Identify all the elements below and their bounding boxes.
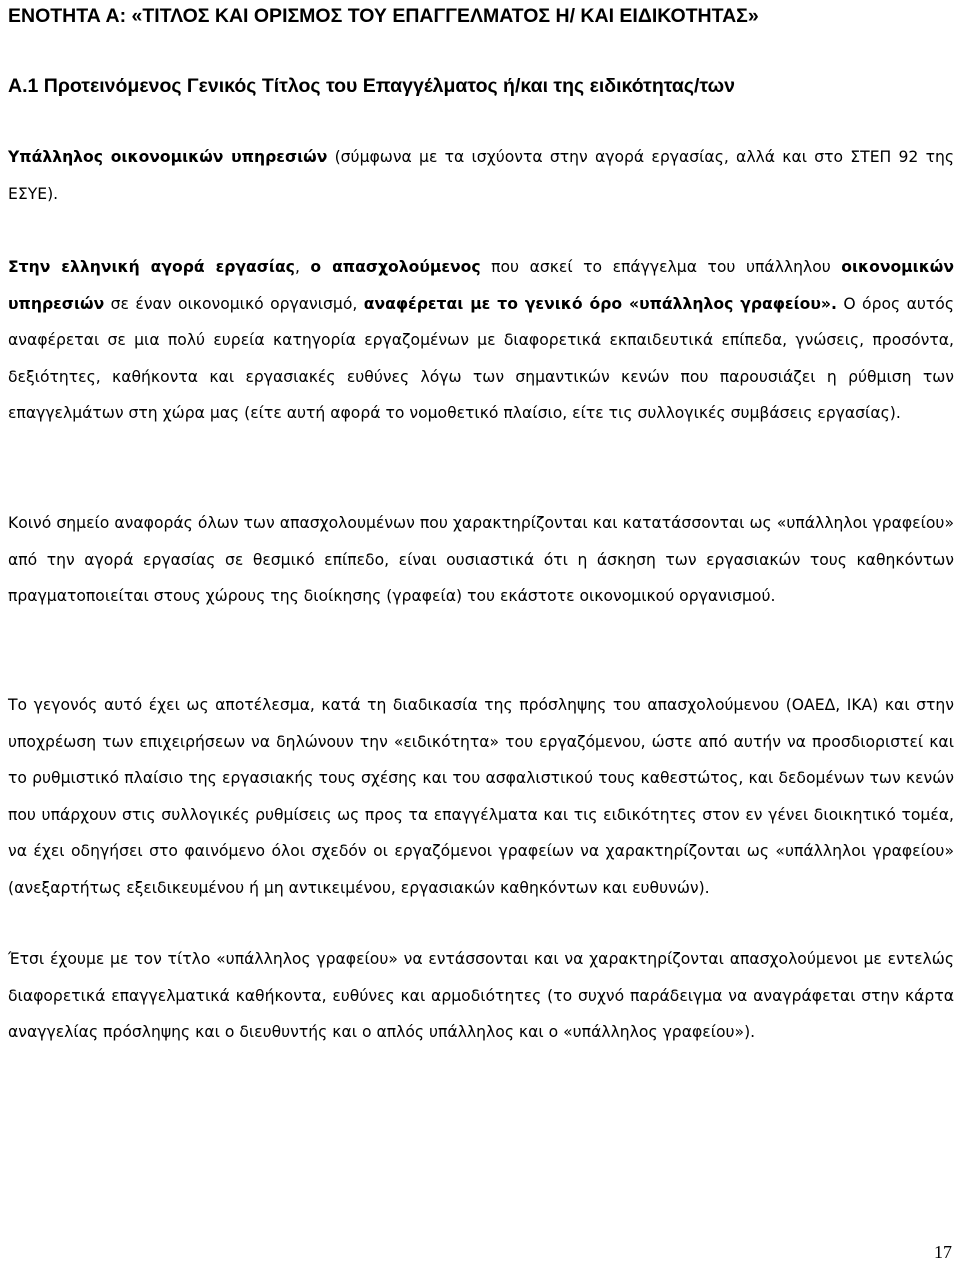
paragraph-recruitment-process: Το γεγονός αυτό έχει ως αποτέλεσμα, κατά τη διαδικασία της πρόσληψης του απασχολούμενου (ΟΑΕΔ, ΙΚΑ) και στην υποχρέωση των επιχειρήσεων να δηλώνουν την «ειδικότητα» του εργαζόμενου, ώστε από αυτήν να προσδιοριστεί και το ρυθμιστικό πλαίσιο της εργασιακής τους σχέσης και του ασφαλιστικού τους καθεστώτος, και δεδομένων των κενών που υπάρχουν στις συλλογικές ρυθμίσεις ως προς τα επαγγέλματα και τις ειδικότητες στον εν γένει διοικητικό τομέα, να έχει οδηγήσει στο φαινόμενο όλοι σχεδόν οι εργαζόμενοι γραφείων να χαρακτηρίζονται ως «υπάλληλοι γραφείου» (ανεξαρτήτως εξειδικευμένου ή μη αντικειμένου, εργασιακών καθηκόντων και ευθυνών). xyxy=(8,696,954,897)
bold-phrase: Στην ελληνική αγορά εργασίας xyxy=(8,258,295,276)
bold-phrase: αναφέρεται με το γενικό όρο «υπάλληλος γραφείου». xyxy=(363,294,837,313)
bold-phrase: οικονομικών υπηρεσιών xyxy=(8,258,954,313)
subsection-title: Α.1 Προτεινόμενος Γενικός Τίτλος του Επαγγέλματος ή/και της ειδικότητας/των xyxy=(8,75,735,97)
paragraph-text: σε έναν οικονομικό οργανισμό, xyxy=(104,294,364,313)
paragraph-job-title xyxy=(8,139,954,212)
job-title-bold: Υπάλληλος οικονομικών υπηρεσιών xyxy=(8,148,328,166)
paragraph-greek-labour-market xyxy=(8,249,954,432)
paragraph-text: Ο όρος αυτός αναφέρεται σε μια πολύ ευρεία κατηγορία εργαζομένων με διαφορετικά εκπαιδευτικά επίπεδα, γνώσεις, προσόντα, δεξιότητες, καθήκοντα και εργασιακές ευθύνες λόγω των σημαντικών κενών που παρουσιάζει η ρύθμιση των επαγγελμάτων στη χώρα μας (είτε αυτή αφορά το νομοθετικό πλαίσιο, είτε τις συλλογικές συμβάσεις εργασίας). xyxy=(8,294,954,422)
paragraph-conclusion: Έτσι έχουμε με τον τίτλο «υπάλληλος γραφείου» να εντάσσονται και να χαρακτηρίζονται απασχολούμενοι με εντελώς διαφορετικά επαγγελματικά καθήκοντα, ευθύνες και αρμοδιότητες (το συχνό παράδειγμα να αναγράφεται στην κάρτα αναγγελίας πρόσληψης και ο διευθυντής και ο απλός υπάλληλος και ο «υπάλληλος γραφείου»). xyxy=(8,950,954,1041)
paragraph-text: που ασκεί το επάγγελμα του υπάλληλου xyxy=(480,258,842,276)
paragraph-text: , xyxy=(294,258,311,276)
bold-phrase: ο απασχολούμενος xyxy=(310,258,481,276)
section-title: ΕΝΟΤΗΤΑ Α: «ΤΙΤΛΟΣ ΚΑΙ ΟΡΙΣΜΟΣ ΤΟΥ ΕΠΑΓΓΕΛΜΑΤΟΣ Η/ ΚΑΙ ΕΙΔΙΚΟΤΗΤΑΣ» xyxy=(8,5,759,27)
page-number: 17 xyxy=(934,1242,952,1262)
paragraph-common-reference: Κοινό σημείο αναφοράς όλων των απασχολουμένων που χαρακτηρίζονται και κατατάσσονται ως «υπάλληλοι γραφείου» από την αγορά εργασίας σε θεσμικό επίπεδο, είναι ουσιαστικά ότι η άσκηση των εργασιακών τους καθηκόντων πραγματοποιείται στους χώρους της διοίκησης (γραφεία) του εκάστοτε οικονομικού οργανισμού. xyxy=(8,514,954,605)
paragraph-text: (σύμφωνα με τα ισχύοντα στην αγορά εργασίας, αλλά και στο ΣΤΕΠ 92 της ΕΣΥΕ). xyxy=(8,148,954,203)
